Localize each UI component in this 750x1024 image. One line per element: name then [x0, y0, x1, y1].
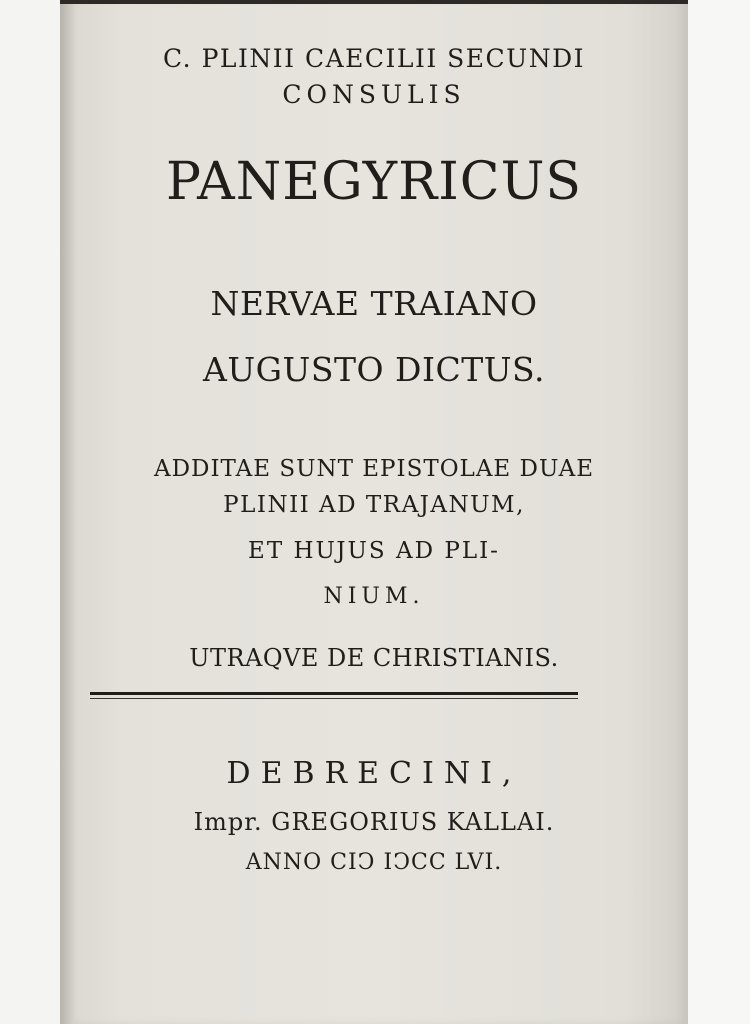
page-top-edge — [60, 0, 688, 4]
imprint-year: ANNO CIↃ IↃCC LVI. — [245, 850, 503, 875]
additions-line-4: NIUM. — [323, 584, 425, 609]
consulis-line: CONSULIS — [282, 80, 466, 109]
background-right — [688, 0, 750, 1024]
additions-line-5: UTRAQVE DE CHRISTIANIS. — [189, 644, 559, 672]
additions-line-3: ET HUJUS AD PLI- — [248, 538, 500, 564]
additions-line-2: PLINII AD TRAJANUM, — [223, 492, 525, 518]
divider-rule — [90, 692, 578, 695]
subtitle-line-1: NERVAE TRAIANO — [210, 284, 538, 323]
imprint-printer: Impr. GREGORIUS KALLAI. — [193, 808, 555, 836]
main-title: PANEGYRICUS — [165, 152, 583, 212]
divider-rule-thin — [90, 698, 578, 699]
additions-line-1: ADDITAE SUNT EPISTOLAE DUAE — [153, 456, 595, 482]
author-line: C. PLINII CAECILII SECUNDI — [162, 44, 586, 73]
imprint-place: DEBRECINI, — [226, 756, 522, 791]
subtitle-line-2: AUGUSTO DICTUS. — [203, 350, 545, 389]
